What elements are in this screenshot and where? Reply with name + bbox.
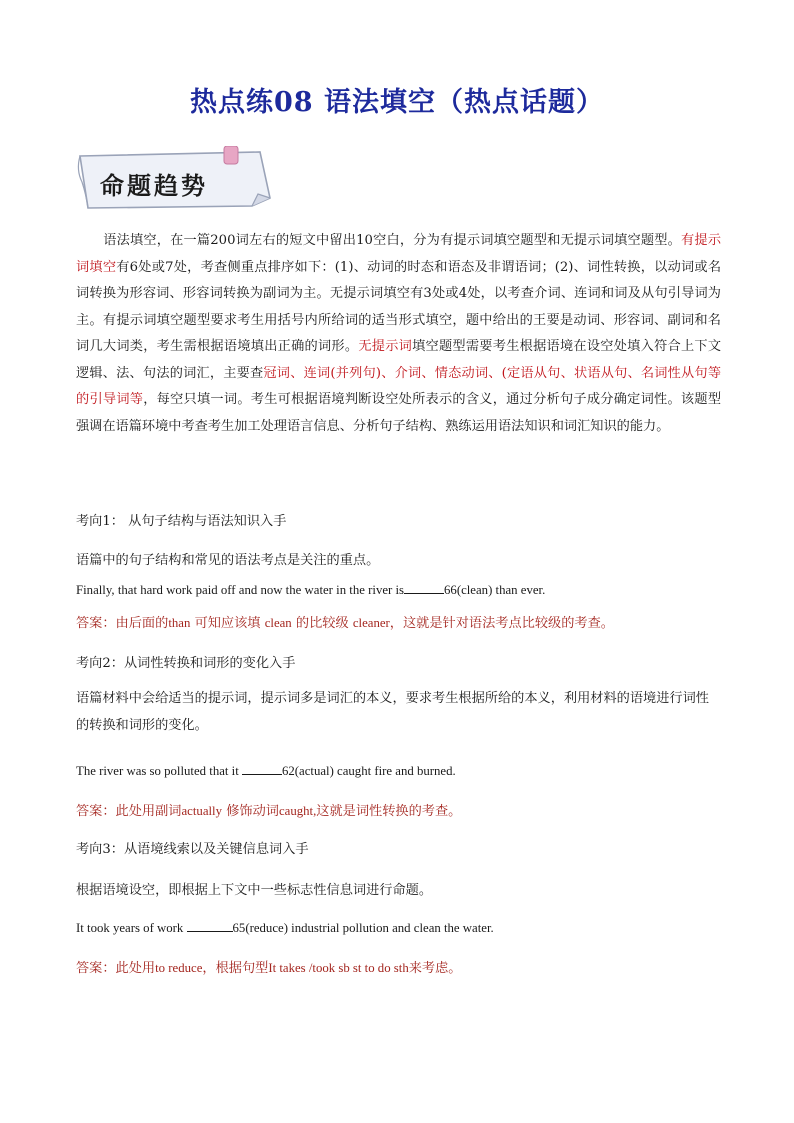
k1-example-post: 66(clean) than ever. [444,583,546,597]
k1-answer [76,612,726,631]
intro-highlight-1: 有提示词填空 [76,233,722,275]
k2-answer-mid: 修饰动词 [226,804,279,819]
k1-answer-mid: 可知应该填 [194,616,261,631]
k3-answer-word-1: to reduce [155,961,203,975]
k1-blank [404,581,444,594]
k2-answer [76,800,726,819]
section-banner-title: 命题趋势 [100,172,208,200]
k2-answer-word-1: actually [181,804,223,818]
k2-blank [242,762,282,775]
k1-answer-word-1: than [168,616,191,630]
intro-highlight-2: 无提示词 [358,339,413,354]
intro-sentence-1: 语法填空，在一篇200词左右的短文中留出10空白，分为有提示词填空题型和无提示词填空题型。 [103,233,682,248]
k3-answer-post: 来考虑。 [408,961,462,976]
k3-answer-mid: ，根据句型 [202,961,269,976]
k2-heading: 考向2：从词性转换和词形的变化入手 [76,656,296,671]
k3-example-pre: It took years of work [76,921,187,935]
k2-example-post: 62(actual) caught fire and burned. [281,764,456,778]
k1-example [76,581,726,598]
intro-sentence-2: 有6处或7处，考查侧重点排序如下：(1)、动词的时态和语态及非谓语词；(2)、词性转换，以动词或名词转换为形容词、形容词转换为副词为主。无提示词填空有3处或4处，以考查介词、连词和词及从句引导词为主。有提示词填空题型要求考生用括号内所给词的适当形式填空，题中给出的王要是动词、形容词、副词和名词几大词类，考生需根据语境填出正确的词形。 [76,259,722,354]
k2-answer-post: 这就是词性转换的考查。 [316,804,462,819]
k3-answer-pre: 答案：此处用 [76,961,156,976]
intro-sentence-4: ，每空只填一词。考生可根据语境判断设空处所表示的含义，通过分析句子成分确定词性。该题型强调在语篇环境中考查考生加工处理语言信息、分析句子结构、熟练运用语法知识和词汇知识的能力。 [76,392,722,434]
k3-description: 根据语境设空，即根据上下文中一些标志性信息词进行命题。 [76,883,433,898]
intro-paragraph [76,228,721,440]
k3-blank [187,919,233,932]
k3-answer-word-2: It takes /took sb st to do sth [268,961,409,975]
k2-example [76,762,726,779]
intro-sentence-3: 填空题型需要考生根据语境在设空处填入符合上下文逻辑、法、句法的词汇，主要查 [76,339,722,381]
k1-example-pre: Finally, that hard work paid off and now the water in the river is [76,583,405,597]
k1-answer-post: ，这就是针对语法考点比较级的考查。 [389,616,614,631]
k1-answer-word-3: cleaner [352,616,390,630]
k2-description: 语篇材料中会给适当的提示词，提示词多是词汇的本义，要求考生根据所给的本义，利用材料的语境进行词性的转换和词形的变化。 [76,691,709,733]
page-title: 热点练08 语法填空（热点话题） [190,87,604,118]
k3-example [76,919,726,936]
k1-answer-mid-2: 的比较级 [295,616,349,631]
k3-heading: 考向3：从语境线索以及关键信息词入手 [76,842,309,857]
intro-highlight-3: 冠词、连词(并列句)、介词、情态动词、(定语从句、状语从句、名词性从句等的引导词等 [76,365,722,407]
k2-answer-pre: 答案：此处用副词 [76,804,182,819]
paper-clip-icon [224,146,238,164]
k3-example-post: 65(reduce) industrial pollution and clean the water. [232,921,494,935]
k1-heading: 考向1： 从句子结构与语法知识入手 [76,514,287,529]
k2-answer-word-2: caught, [278,804,317,818]
k3-answer [76,957,726,976]
k1-answer-word-2: clean [264,616,292,630]
k1-answer-pre: 答案：由后面的 [76,616,169,631]
k2-example-pre: The river was so polluted that it [76,764,242,778]
k1-description: 语篇中的句子结构和常见的语法考点是关注的重点。 [76,553,380,568]
